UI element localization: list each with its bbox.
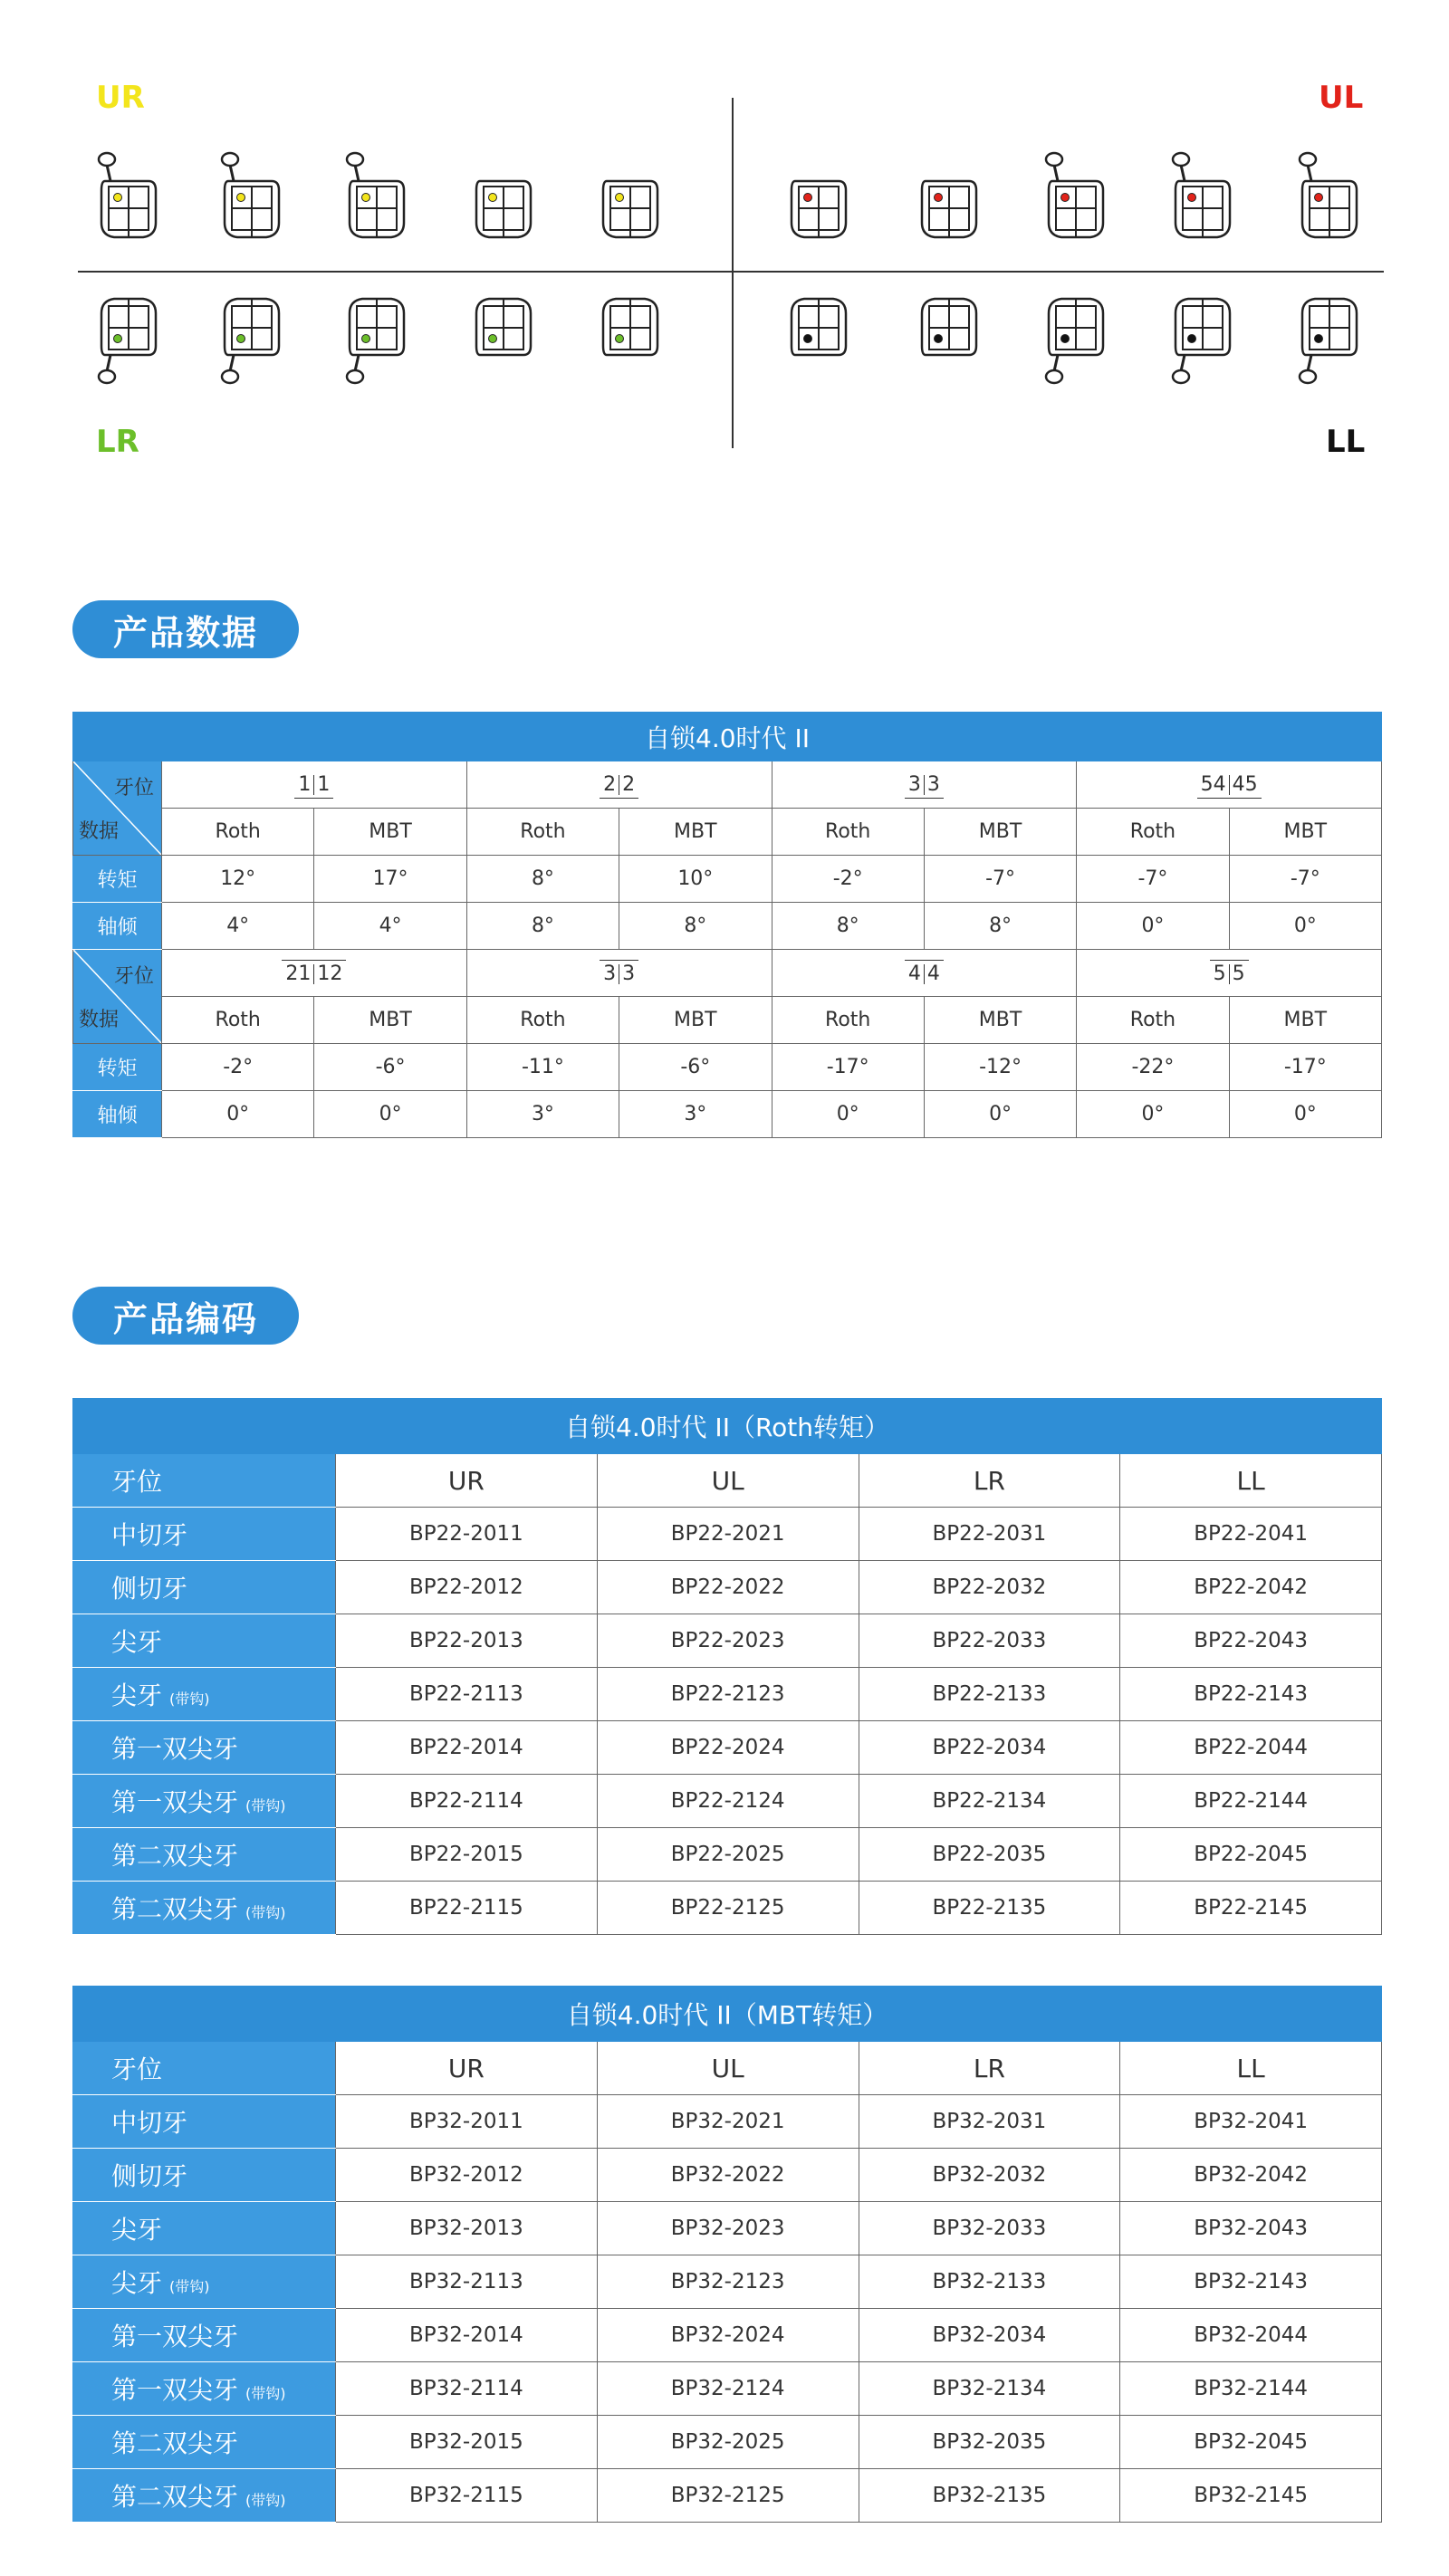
product-code: BP22-2124 — [597, 1775, 859, 1828]
upper-bracket — [1166, 145, 1239, 244]
product-code: BP22-2123 — [597, 1668, 859, 1721]
horizontal-axis — [78, 271, 1384, 273]
torque-cell: -11° — [466, 1044, 619, 1091]
product-code: BP32-2011 — [336, 2095, 598, 2149]
tooth-name: 侧切牙 — [73, 2149, 336, 2202]
table-row — [73, 1668, 1382, 1721]
torque-cell: 17° — [314, 856, 466, 903]
tip-cell: 0° — [162, 1091, 314, 1138]
product-code: BP22-2012 — [336, 1561, 598, 1614]
product-code: BP32-2145 — [1120, 2469, 1382, 2523]
tip-cell: 0° — [1077, 903, 1229, 950]
system-cell: MBT — [619, 997, 772, 1044]
quadrant-header: UR — [336, 1454, 598, 1508]
product-code: BP22-2034 — [859, 1721, 1120, 1775]
system-cell: Roth — [772, 997, 924, 1044]
upper-bracket — [1040, 145, 1112, 244]
tip-label: 轴倾 — [73, 903, 162, 950]
tooth-row — [73, 950, 1382, 997]
tooth-name: 侧切牙 — [73, 1561, 336, 1614]
tooth-name: 尖牙 (带钩) — [73, 1668, 336, 1721]
upper-bracket — [92, 145, 165, 244]
product-code: BP32-2042 — [1120, 2149, 1382, 2202]
mbt-code-table — [72, 1986, 1382, 2523]
section-title-product-codes: 产品编码 — [72, 1287, 299, 1345]
bracket-icon — [594, 145, 667, 244]
table-row — [73, 2309, 1382, 2362]
system-cell: Roth — [772, 809, 924, 856]
bracket-icon — [216, 145, 288, 244]
hook-note: (带钩) — [245, 2492, 286, 2509]
tooth-name: 尖牙 (带钩) — [73, 2255, 336, 2309]
tooth-header-cell — [466, 761, 772, 809]
product-code: BP22-2015 — [336, 1828, 598, 1882]
tip-cell: 0° — [1229, 1091, 1381, 1138]
product-code: BP32-2123 — [597, 2255, 859, 2309]
tooth-name: 中切牙 — [73, 1508, 336, 1561]
code-table-title: 自锁4.0时代 II（MBT转矩） — [73, 1987, 1382, 2042]
tooth-name: 第一双尖牙 — [73, 1721, 336, 1775]
tip-cell: 4° — [314, 903, 466, 950]
product-code: BP32-2022 — [597, 2149, 859, 2202]
product-code: BP22-2022 — [597, 1561, 859, 1614]
tooth-header-cell — [772, 950, 1077, 997]
bracket-icon — [1293, 145, 1366, 244]
tip-cell: 0° — [1077, 1091, 1229, 1138]
tooth-name: 第二双尖牙 — [73, 1828, 336, 1882]
tooth-position-header: 牙位 — [73, 2042, 336, 2095]
upper-bracket — [913, 145, 985, 244]
tip-cell: 8° — [772, 903, 924, 950]
torque-cell: 12° — [162, 856, 314, 903]
table-row — [73, 2255, 1382, 2309]
tooth-name: 尖牙 — [73, 1614, 336, 1668]
quadrant-header: UL — [597, 2042, 859, 2095]
product-code: BP22-2115 — [336, 1882, 598, 1935]
product-code: BP32-2032 — [859, 2149, 1120, 2202]
product-code: BP22-2011 — [336, 1508, 598, 1561]
tooth-header-cell — [1077, 761, 1382, 809]
upper-bracket — [467, 145, 540, 244]
tooth-name: 第一双尖牙 (带钩) — [73, 2362, 336, 2416]
product-code: BP32-2031 — [859, 2095, 1120, 2149]
quadrant-label-lr: LR — [96, 424, 139, 460]
product-code: BP32-2034 — [859, 2309, 1120, 2362]
tip-cell: 0° — [1229, 903, 1381, 950]
torque-cell: -17° — [1229, 1044, 1381, 1091]
torque-cell: -7° — [924, 856, 1076, 903]
tooth-name: 第一双尖牙 — [73, 2309, 336, 2362]
product-code: BP32-2143 — [1120, 2255, 1382, 2309]
upper-bracket — [216, 145, 288, 244]
product-code: BP32-2013 — [336, 2202, 598, 2255]
product-code: BP32-2025 — [597, 2416, 859, 2469]
product-code: BP22-2114 — [336, 1775, 598, 1828]
quadrant-header: UL — [597, 1454, 859, 1508]
product-code: BP32-2115 — [336, 2469, 598, 2523]
bracket-icon — [913, 292, 985, 391]
torque-cell: -12° — [924, 1044, 1076, 1091]
upper-bracket — [1293, 145, 1366, 244]
torque-cell: -7° — [1229, 856, 1381, 903]
tooth-name: 第二双尖牙 (带钩) — [73, 2469, 336, 2523]
tooth-position-header: 牙位 — [73, 1454, 336, 1508]
table-row — [73, 1561, 1382, 1614]
tooth-row — [73, 761, 1382, 809]
product-code: BP22-2032 — [859, 1561, 1120, 1614]
upper-bracket — [782, 145, 855, 244]
product-code: BP32-2024 — [597, 2309, 859, 2362]
tip-cell: 0° — [314, 1091, 466, 1138]
lower-bracket — [913, 292, 985, 391]
tip-label: 轴倾 — [73, 1091, 162, 1138]
product-code: BP22-2135 — [859, 1882, 1120, 1935]
table-row — [73, 2416, 1382, 2469]
torque-cell: -6° — [619, 1044, 772, 1091]
tip-cell: 8° — [619, 903, 772, 950]
system-row — [73, 809, 1382, 856]
bracket-icon — [594, 292, 667, 391]
header-row — [73, 2042, 1382, 2095]
product-code: BP32-2113 — [336, 2255, 598, 2309]
bracket-icon — [1166, 145, 1239, 244]
hook-note: (带钩) — [245, 1797, 286, 1815]
tooth-notation: 3 3 — [905, 771, 944, 799]
bracket-icon — [1166, 292, 1239, 391]
product-code: BP32-2124 — [597, 2362, 859, 2416]
product-code: BP22-2033 — [859, 1614, 1120, 1668]
product-code: BP22-2013 — [336, 1614, 598, 1668]
bracket-icon — [782, 145, 855, 244]
tip-cell: 8° — [924, 903, 1076, 950]
tooth-notation: 21 12 — [282, 960, 346, 987]
bracket-icon — [467, 145, 540, 244]
hook-note: (带钩) — [245, 1904, 286, 1921]
tip-cell: 8° — [466, 903, 619, 950]
tooth-header-cell — [772, 761, 1077, 809]
tooth-notation: 54 45 — [1197, 771, 1262, 799]
system-cell: Roth — [1077, 997, 1229, 1044]
quadrant-header: LR — [859, 1454, 1120, 1508]
hook-note: (带钩) — [245, 2385, 286, 2402]
system-cell: Roth — [466, 809, 619, 856]
product-code: BP22-2044 — [1120, 1721, 1382, 1775]
bracket-icon — [92, 292, 165, 391]
quadrant-label-ll: LL — [1326, 424, 1366, 460]
torque-cell: -2° — [772, 856, 924, 903]
system-cell: MBT — [924, 809, 1076, 856]
tip-row — [73, 903, 1382, 950]
product-code: BP32-2043 — [1120, 2202, 1382, 2255]
table-row — [73, 2095, 1382, 2149]
system-cell: MBT — [924, 997, 1076, 1044]
lower-bracket — [1293, 292, 1366, 391]
quadrant-label-ul: UL — [1319, 80, 1364, 116]
product-code: BP32-2114 — [336, 2362, 598, 2416]
bracket-icon — [467, 292, 540, 391]
tooth-name: 第二双尖牙 — [73, 2416, 336, 2469]
bracket-icon — [782, 292, 855, 391]
table-row — [73, 2149, 1382, 2202]
tooth-name: 尖牙 — [73, 2202, 336, 2255]
product-code: BP32-2125 — [597, 2469, 859, 2523]
table-row — [73, 1614, 1382, 1668]
product-code: BP22-2043 — [1120, 1614, 1382, 1668]
product-data-table — [72, 712, 1382, 1138]
product-code: BP32-2134 — [859, 2362, 1120, 2416]
lower-bracket — [782, 292, 855, 391]
product-code: BP32-2015 — [336, 2416, 598, 2469]
torque-cell: -17° — [772, 1044, 924, 1091]
tooth-notation: 4 4 — [905, 960, 944, 987]
product-code: BP22-2041 — [1120, 1508, 1382, 1561]
upper-bracket — [341, 145, 413, 244]
system-cell: MBT — [314, 809, 466, 856]
lower-bracket — [1040, 292, 1112, 391]
tooth-header-cell — [466, 950, 772, 997]
data-table-title: 自锁4.0时代 II — [73, 713, 1382, 761]
system-cell: MBT — [1229, 997, 1381, 1044]
product-code: BP22-2025 — [597, 1828, 859, 1882]
product-code: BP22-2014 — [336, 1721, 598, 1775]
tooth-notation: 3 3 — [600, 960, 638, 987]
table-row — [73, 2202, 1382, 2255]
product-code: BP32-2021 — [597, 2095, 859, 2149]
quadrant-header: LR — [859, 2042, 1120, 2095]
product-code: BP22-2023 — [597, 1614, 859, 1668]
bracket-icon — [216, 292, 288, 391]
product-code: BP32-2135 — [859, 2469, 1120, 2523]
table-row — [73, 1508, 1382, 1561]
product-code: BP22-2045 — [1120, 1828, 1382, 1882]
tip-cell: 0° — [924, 1091, 1076, 1138]
table-row — [73, 2469, 1382, 2523]
product-code: BP22-2143 — [1120, 1668, 1382, 1721]
product-code: BP32-2044 — [1120, 2309, 1382, 2362]
tooth-header-cell — [1077, 950, 1382, 997]
tip-cell: 3° — [466, 1091, 619, 1138]
product-code: BP22-2134 — [859, 1775, 1120, 1828]
product-code: BP32-2045 — [1120, 2416, 1382, 2469]
product-code: BP22-2144 — [1120, 1775, 1382, 1828]
system-cell: Roth — [1077, 809, 1229, 856]
table-row — [73, 1882, 1382, 1935]
table-title-row — [73, 713, 1382, 761]
product-code: BP22-2133 — [859, 1668, 1120, 1721]
bracket-icon — [341, 292, 413, 391]
code-table-title: 自锁4.0时代 II（Roth转矩） — [73, 1399, 1382, 1454]
product-code: BP32-2035 — [859, 2416, 1120, 2469]
lower-bracket — [216, 292, 288, 391]
vertical-axis — [732, 98, 734, 448]
tooth-notation: 1 1 — [294, 771, 333, 799]
product-code: BP32-2033 — [859, 2202, 1120, 2255]
corner-cell: 牙位 数据 — [73, 761, 162, 856]
product-code: BP32-2144 — [1120, 2362, 1382, 2416]
product-code: BP22-2145 — [1120, 1882, 1382, 1935]
table-row — [73, 2362, 1382, 2416]
system-row — [73, 997, 1382, 1044]
hook-note: (带钩) — [169, 1690, 210, 1708]
torque-label: 转矩 — [73, 1044, 162, 1091]
system-cell: Roth — [466, 997, 619, 1044]
torque-row — [73, 1044, 1382, 1091]
system-cell: MBT — [314, 997, 466, 1044]
product-code: BP22-2042 — [1120, 1561, 1382, 1614]
product-code: BP32-2014 — [336, 2309, 598, 2362]
product-code: BP22-2035 — [859, 1828, 1120, 1882]
tooth-name: 第二双尖牙 (带钩) — [73, 1882, 336, 1935]
torque-cell: -7° — [1077, 856, 1229, 903]
system-cell: MBT — [619, 809, 772, 856]
quadrant-header: LL — [1120, 1454, 1382, 1508]
table-row — [73, 1775, 1382, 1828]
system-cell: Roth — [162, 809, 314, 856]
tooth-name: 第一双尖牙 (带钩) — [73, 1775, 336, 1828]
product-code: BP22-2024 — [597, 1721, 859, 1775]
quadrant-header: LL — [1120, 2042, 1382, 2095]
corner-cell: 牙位 数据 — [73, 950, 162, 1044]
lower-bracket — [92, 292, 165, 391]
product-code: BP22-2021 — [597, 1508, 859, 1561]
upper-bracket — [594, 145, 667, 244]
tip-cell: 3° — [619, 1091, 772, 1138]
hook-note: (带钩) — [169, 2278, 210, 2295]
product-code: BP32-2041 — [1120, 2095, 1382, 2149]
product-code: BP32-2023 — [597, 2202, 859, 2255]
tooth-name: 中切牙 — [73, 2095, 336, 2149]
roth-code-table — [72, 1398, 1382, 1935]
tip-row — [73, 1091, 1382, 1138]
tooth-notation: 5 5 — [1210, 960, 1249, 987]
system-cell: MBT — [1229, 809, 1381, 856]
product-code: BP32-2012 — [336, 2149, 598, 2202]
header-row — [73, 1454, 1382, 1508]
torque-cell: 10° — [619, 856, 772, 903]
torque-cell: -2° — [162, 1044, 314, 1091]
lower-bracket — [1166, 292, 1239, 391]
bracket-icon — [1293, 292, 1366, 391]
torque-row — [73, 856, 1382, 903]
quadrant-header: UR — [336, 2042, 598, 2095]
quadrant-label-ur: UR — [96, 80, 145, 116]
bracket-icon — [92, 145, 165, 244]
tooth-notation: 2 2 — [600, 771, 638, 799]
torque-cell: -6° — [314, 1044, 466, 1091]
product-code: BP32-2133 — [859, 2255, 1120, 2309]
bracket-icon — [1040, 145, 1112, 244]
product-code: BP22-2031 — [859, 1508, 1120, 1561]
product-code: BP22-2113 — [336, 1668, 598, 1721]
bracket-icon — [1040, 292, 1112, 391]
section-title-product-data: 产品数据 — [72, 600, 299, 658]
lower-bracket — [467, 292, 540, 391]
torque-cell: 8° — [466, 856, 619, 903]
lower-bracket — [341, 292, 413, 391]
tip-cell: 4° — [162, 903, 314, 950]
table-row — [73, 1721, 1382, 1775]
lower-bracket — [594, 292, 667, 391]
bracket-icon — [913, 145, 985, 244]
torque-cell: -22° — [1077, 1044, 1229, 1091]
table-row — [73, 1828, 1382, 1882]
tooth-header-cell — [162, 761, 467, 809]
torque-label: 转矩 — [73, 856, 162, 903]
bracket-icon — [341, 145, 413, 244]
system-cell: Roth — [162, 997, 314, 1044]
product-code: BP22-2125 — [597, 1882, 859, 1935]
tip-cell: 0° — [772, 1091, 924, 1138]
tooth-header-cell — [162, 950, 467, 997]
